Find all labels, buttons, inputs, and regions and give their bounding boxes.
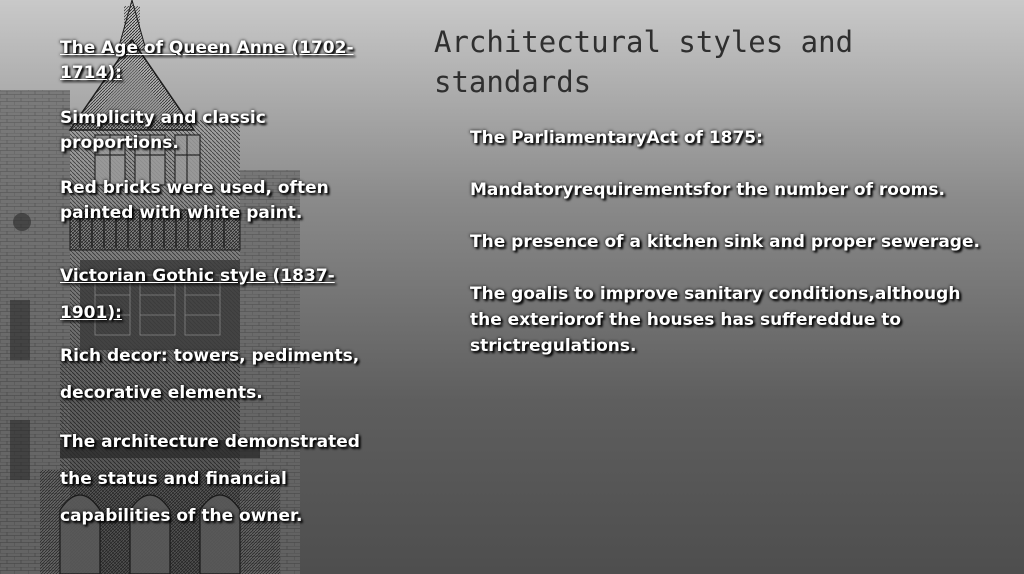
act-point-sewerage: The presence of a kitchen sink and proper sewerage. <box>470 232 980 252</box>
parliamentary-act-heading: The ParliamentaryAct of 1875: <box>470 128 763 148</box>
victorian-gothic-point-2: The architecture demonstrated the status and financial capabilities of the owner. <box>60 432 360 526</box>
right-column <box>470 125 990 385</box>
act-point-rooms: Mandatoryrequirementsfor the number of rooms. <box>470 180 945 200</box>
queen-anne-point-2: Red bricks were used, often painted with white paint. <box>60 178 329 223</box>
victorian-gothic-point-1: Rich decor: towers, pediments, decorative elements. <box>60 346 360 403</box>
victorian-gothic-heading: Victorian Gothic style (1837-1901): <box>60 266 335 323</box>
queen-anne-heading: The Age of Queen Anne (1702-1714): <box>60 38 354 83</box>
queen-anne-point-1: Simplicity and classic proportions. <box>60 108 266 153</box>
slide-title: Architectural styles and standards <box>434 25 854 99</box>
act-point-sanitary: The goalis to improve sanitary conditions,although the exteriorof the houses has suffereddue to strictregulations. <box>470 284 961 356</box>
